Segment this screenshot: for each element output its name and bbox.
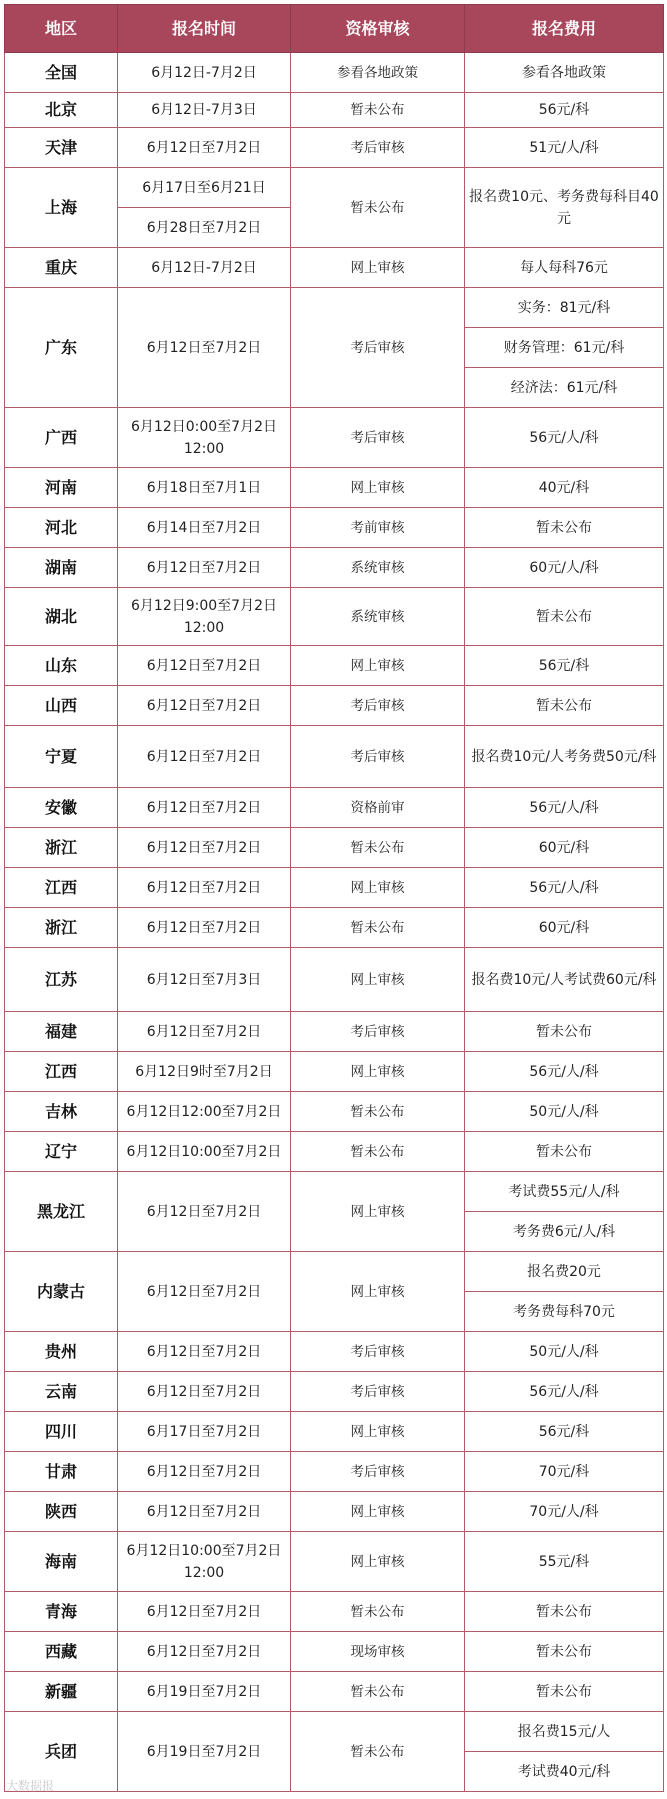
cell-time: 6月12日至7月2日 [118,1172,291,1252]
table-row [5,828,664,868]
cell-fee: 70元/人/科 [465,1492,664,1532]
cell-fee: 暂未公布 [465,1012,664,1052]
cell-fee: 考试费40元/科 [465,1752,664,1792]
cell-fee: 56元/科 [465,93,664,128]
cell-region: 福建 [5,1012,118,1052]
cell-region: 江西 [5,1052,118,1092]
cell-region: 青海 [5,1592,118,1632]
table-body [5,53,664,1792]
cell-time: 6月28日至7月2日 [118,208,291,248]
cell-review: 考后审核 [291,128,465,168]
cell-time: 6月12日至7月2日 [118,828,291,868]
cell-region: 宁夏 [5,726,118,788]
cell-time: 6月12日10:00至7月2日12:00 [118,1532,291,1592]
cell-region: 湖南 [5,548,118,588]
table-row [5,1252,664,1292]
cell-review: 网上审核 [291,248,465,288]
cell-fee: 56元/人/科 [465,1052,664,1092]
cell-time: 6月12日至7月2日 [118,646,291,686]
cell-fee: 暂未公布 [465,1132,664,1172]
table-row [5,588,664,646]
cell-fee: 实务：81元/科 [465,288,664,328]
cell-region: 山西 [5,686,118,726]
cell-review: 系统审核 [291,548,465,588]
cell-region: 广东 [5,288,118,408]
cell-region: 辽宁 [5,1132,118,1172]
cell-fee: 56元/人/科 [465,788,664,828]
cell-fee: 报名费20元 [465,1252,664,1292]
cell-fee: 60元/科 [465,908,664,948]
cell-time: 6月12日9:00至7月2日12:00 [118,588,291,646]
cell-region: 北京 [5,93,118,128]
table-row [5,1492,664,1532]
cell-fee: 经济法：61元/科 [465,368,664,408]
cell-time: 6月12日至7月2日 [118,128,291,168]
cell-review: 网上审核 [291,1252,465,1332]
cell-fee: 考务费每科70元 [465,1292,664,1332]
cell-time: 6月12日至7月2日 [118,868,291,908]
cell-time: 6月12日至7月2日 [118,1332,291,1372]
cell-time: 6月12日至7月2日 [118,1012,291,1052]
cell-time: 6月12日12:00至7月2日 [118,1092,291,1132]
cell-fee: 56元/人/科 [465,1372,664,1412]
cell-region: 陕西 [5,1492,118,1532]
cell-review: 参看各地政策 [291,53,465,93]
table-row [5,468,664,508]
cell-review: 考后审核 [291,726,465,788]
cell-fee: 财务管理：61元/科 [465,328,664,368]
cell-region: 河南 [5,468,118,508]
cell-fee: 55元/科 [465,1532,664,1592]
cell-review: 暂未公布 [291,1092,465,1132]
cell-time: 6月12日至7月2日 [118,1252,291,1332]
table-row [5,788,664,828]
cell-review: 暂未公布 [291,93,465,128]
table-row [5,408,664,468]
cell-fee: 暂未公布 [465,686,664,726]
cell-region: 黑龙江 [5,1172,118,1252]
cell-review: 考后审核 [291,1332,465,1372]
table-row [5,248,664,288]
cell-review: 考前审核 [291,508,465,548]
cell-time: 6月12日至7月2日 [118,1492,291,1532]
cell-time: 6月12日至7月2日 [118,1632,291,1672]
cell-fee: 56元/人/科 [465,868,664,908]
cell-review: 网上审核 [291,1172,465,1252]
cell-fee: 每人每科76元 [465,248,664,288]
cell-time: 6月12日-7月3日 [118,93,291,128]
table-row [5,948,664,1012]
table-row [5,1412,664,1452]
table-row [5,288,664,328]
cell-review: 考后审核 [291,1012,465,1052]
cell-time: 6月19日至7月2日 [118,1672,291,1712]
table-row [5,1452,664,1492]
cell-review: 考后审核 [291,1372,465,1412]
cell-region: 甘肃 [5,1452,118,1492]
cell-time: 6月14日至7月2日 [118,508,291,548]
cell-region: 兵团 [5,1712,118,1792]
cell-fee: 70元/科 [465,1452,664,1492]
cell-time: 6月12日-7月2日 [118,248,291,288]
table-row [5,1172,664,1212]
table-row [5,1132,664,1172]
registration-table [4,4,663,1792]
cell-time: 6月12日至7月2日 [118,1452,291,1492]
cell-region: 重庆 [5,248,118,288]
cell-region: 河北 [5,508,118,548]
table-row [5,908,664,948]
table-row [5,508,664,548]
table-row [5,1592,664,1632]
table-row [5,1332,664,1372]
table-row [5,1632,664,1672]
cell-fee: 暂未公布 [465,1592,664,1632]
cell-time: 6月17日至6月21日 [118,168,291,208]
table-row [5,868,664,908]
cell-time: 6月12日至7月2日 [118,288,291,408]
cell-time: 6月12日9时至7月2日 [118,1052,291,1092]
cell-fee: 50元/人/科 [465,1092,664,1132]
cell-fee: 56元/科 [465,646,664,686]
cell-review: 暂未公布 [291,1672,465,1712]
cell-time: 6月12日至7月2日 [118,1372,291,1412]
cell-fee: 考试费55元/人/科 [465,1172,664,1212]
table-row [5,646,664,686]
cell-fee: 56元/人/科 [465,408,664,468]
cell-review: 网上审核 [291,1492,465,1532]
cell-region: 安徽 [5,788,118,828]
cell-fee: 51元/人/科 [465,128,664,168]
cell-fee: 参看各地政策 [465,53,664,93]
table-row [5,1532,664,1592]
cell-fee: 考务费6元/人/科 [465,1212,664,1252]
cell-review: 考后审核 [291,408,465,468]
cell-region: 云南 [5,1372,118,1412]
table-row [5,93,664,128]
table-row [5,1092,664,1132]
cell-region: 广西 [5,408,118,468]
cell-review: 考后审核 [291,288,465,408]
cell-region: 浙江 [5,908,118,948]
cell-review: 网上审核 [291,1052,465,1092]
cell-review: 考后审核 [291,1452,465,1492]
cell-review: 网上审核 [291,468,465,508]
cell-review: 网上审核 [291,1532,465,1592]
cell-fee: 报名费10元/人考务费50元/科 [465,726,664,788]
cell-region: 浙江 [5,828,118,868]
cell-fee: 暂未公布 [465,588,664,646]
cell-fee: 报名费15元/人 [465,1712,664,1752]
header-review: 资格审核 [291,5,465,53]
cell-review: 网上审核 [291,868,465,908]
cell-fee: 报名费10元/人考试费60元/科 [465,948,664,1012]
cell-time: 6月12日至7月2日 [118,548,291,588]
cell-region: 上海 [5,168,118,248]
table-row [5,168,664,208]
cell-region: 海南 [5,1532,118,1592]
table-row [5,548,664,588]
cell-review: 暂未公布 [291,828,465,868]
table-row [5,1712,664,1752]
cell-region: 湖北 [5,588,118,646]
cell-region: 江苏 [5,948,118,1012]
cell-time: 6月12日至7月3日 [118,948,291,1012]
header-time: 报名时间 [118,5,291,53]
cell-review: 网上审核 [291,948,465,1012]
cell-time: 6月12日至7月2日 [118,726,291,788]
cell-time: 6月12日至7月2日 [118,1592,291,1632]
cell-time: 6月12日至7月2日 [118,686,291,726]
cell-review: 暂未公布 [291,1712,465,1792]
header-region: 地区 [5,5,118,53]
table-row [5,53,664,93]
cell-region: 天津 [5,128,118,168]
cell-fee: 暂未公布 [465,508,664,548]
table-row [5,726,664,788]
cell-time: 6月17日至7月2日 [118,1412,291,1452]
cell-review: 网上审核 [291,1412,465,1452]
cell-time: 6月12日-7月2日 [118,53,291,93]
cell-review: 网上审核 [291,646,465,686]
cell-review: 系统审核 [291,588,465,646]
header-fee: 报名费用 [465,5,664,53]
table-row [5,686,664,726]
cell-region: 全国 [5,53,118,93]
cell-review: 暂未公布 [291,1592,465,1632]
footer-watermark: 大数据报 [6,1779,55,1793]
cell-time: 6月12日0:00至7月2日12:00 [118,408,291,468]
cell-time: 6月19日至7月2日 [118,1712,291,1792]
cell-region: 内蒙古 [5,1252,118,1332]
cell-fee: 暂未公布 [465,1672,664,1712]
cell-fee: 60元/人/科 [465,548,664,588]
cell-region: 山东 [5,646,118,686]
cell-review: 暂未公布 [291,908,465,948]
cell-fee: 56元/科 [465,1412,664,1452]
cell-region: 江西 [5,868,118,908]
table-row [5,1372,664,1412]
cell-fee: 报名费10元、考务费每科目40元 [465,168,664,248]
table-header-row [5,5,664,53]
table-row [5,1012,664,1052]
table-row [5,1672,664,1712]
cell-time: 6月18日至7月1日 [118,468,291,508]
cell-region: 新疆 [5,1672,118,1712]
cell-review: 现场审核 [291,1632,465,1672]
cell-review: 暂未公布 [291,1132,465,1172]
cell-review: 资格前审 [291,788,465,828]
cell-time: 6月12日至7月2日 [118,908,291,948]
cell-region: 四川 [5,1412,118,1452]
cell-region: 西藏 [5,1632,118,1672]
cell-time: 6月12日至7月2日 [118,788,291,828]
cell-review: 暂未公布 [291,168,465,248]
table-row [5,1052,664,1092]
cell-region: 贵州 [5,1332,118,1372]
cell-fee: 暂未公布 [465,1632,664,1672]
cell-fee: 50元/人/科 [465,1332,664,1372]
cell-region: 吉林 [5,1092,118,1132]
cell-review: 考后审核 [291,686,465,726]
cell-fee: 40元/科 [465,468,664,508]
cell-time: 6月12日10:00至7月2日 [118,1132,291,1172]
cell-fee: 60元/科 [465,828,664,868]
table-row [5,128,664,168]
